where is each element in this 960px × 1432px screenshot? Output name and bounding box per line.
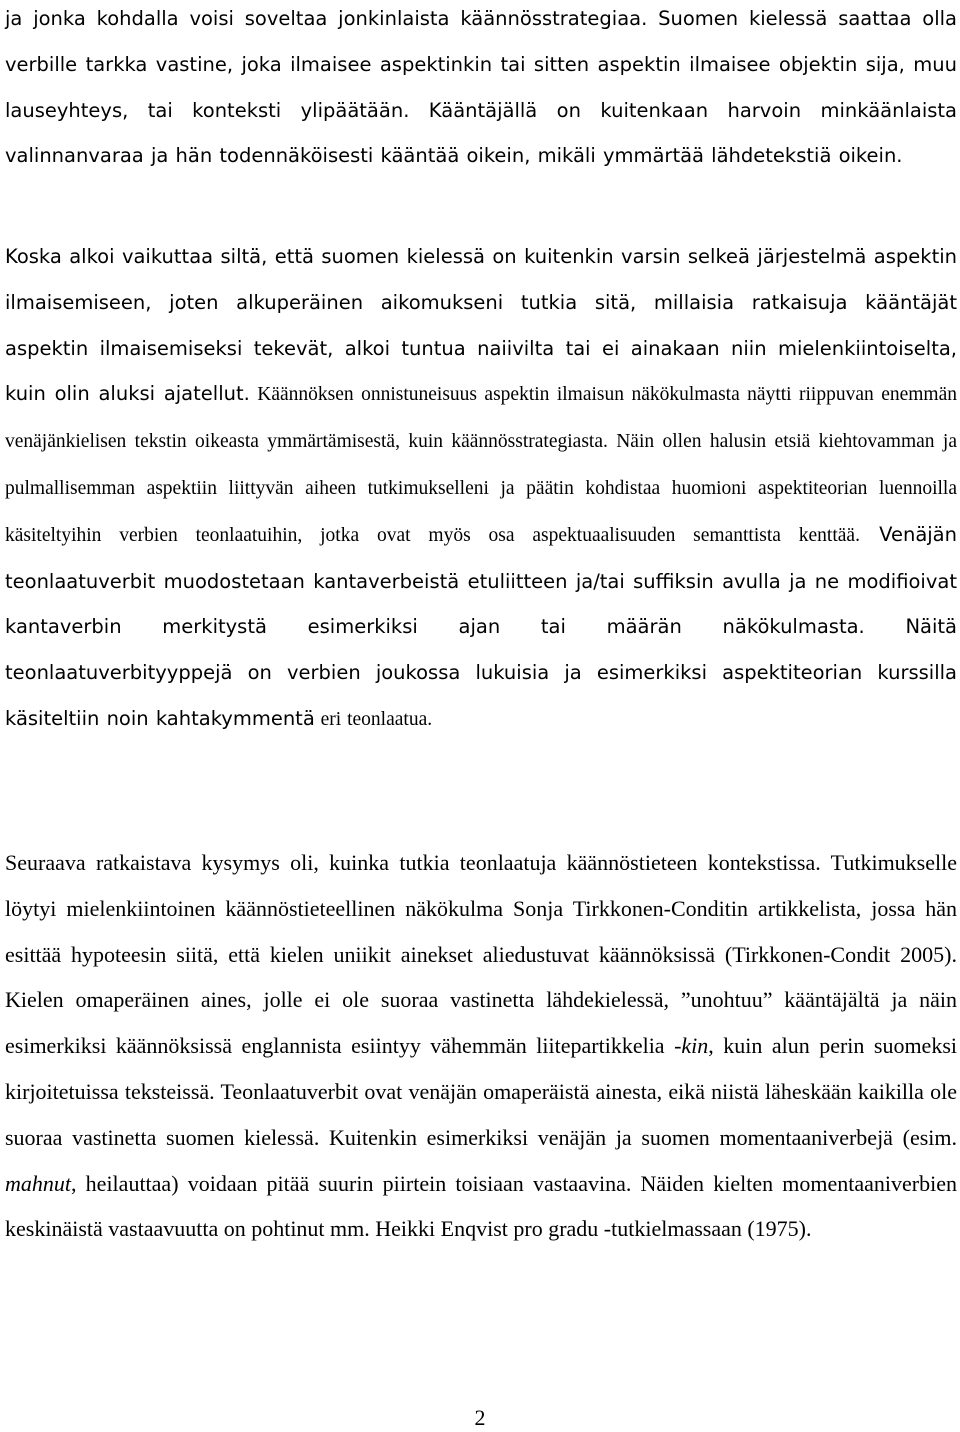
paragraph-3 [5, 840, 957, 1252]
paragraph-2-text-a: Koska alkoi vaikuttaa siltä, että suomen kielessä on kuitenkin varsin selkeä järjestelmä aspektin ilmaisemiseen, joten alkuperäinen aikomukseni tutkia sitä, millaisia ratkaisuja kääntäjät aspektin ilmaisemiseksi tekevät, alkoi tuntua naiivilta tai ei ainakaan niin mielenkiintoiselta, kuin olin aluksi ajatellut. [5, 245, 957, 406]
paragraph-3-text-a: Seuraava ratkaistava kysymys oli, kuinka tutkia teonlaatuja käännöstieteen kontekstissa. Tutkimukselle löytyi mielenkiintoinen käännöstieteellinen näkökulma Sonja Tirkkonen-Conditin artikkelista, jossa hän esittää hypoteesin siitä, että kielen uniikit ainekset aliedustuvat käännöksissä (Tirkkonen-Condit 2005). Kielen omaperäinen aines, jolle ei ole suoraa vastinetta lähdekielessä, ”unohtuu” kääntäjältä ja näin esimerkiksi käännöksissä englannista esiintyy vähemmän liitepartikkelia [5, 850, 957, 1059]
paragraph-2-text-c: Venäjän teonlaatuverbit muodostetaan kantaverbeistä etuliitteen ja/tai suffiksin avulla ja ne modifioivat kantaverbin merkitystä esimerkiksi ajan tai määrän näkökulmasta. Näitä teonlaatuverbityyppejä on verbien joukossa lukuisia ja esimerkiksi aspektiteorian kurssilla käsiteltiin noin kahtakymmentä [5, 522, 957, 730]
paragraph-1 [5, 0, 957, 179]
paragraph-3-text-b: , kuin alun perin suomeksi kirjoitetuissa teksteissä. Teonlaatuverbit ovat venäjän omaperäistä ainesta, eikä niistä läheskään kaikilla ole suoraa vastinetta suomen kielessä. Kuitenkin esimerkiksi venäjän ja suomen momentaaniverbejä (esim. [5, 1033, 957, 1150]
paragraph-2-text-d: eri teonlaatua. [314, 708, 433, 730]
paragraph-3-italic-mahnut: mahnut [5, 1170, 71, 1196]
paragraph-3-text-c: , heilauttaa) voidaan pitää suurin piirtein toisiaan vastaavina. Näiden kielten momentaaniverbien keskinäistä vastaavuutta on pohtinut mm. Heikki Enqvist pro gradu -tutkielmassaan (1975). [5, 1170, 957, 1242]
paragraph-2-text-b: Käännöksen onnistuneisuus aspektin ilmaisun näkökulmasta näytti riippuvan enemmän venäjänkielisen tekstin oikeasta ymmärtämisestä, kuin käännösstrategiasta. Näin ollen halusin etsiä kiehtovamman ja pulmallisemman aspektiin liittyvän aiheen tutkimukselleni ja päätin kohdistaa huomioni aspektiteorian luennoilla käsiteltyihin verbien teonlaatuihin, jotka ovat myös osa aspektuaalisuuden semanttista kenttää. [5, 384, 957, 546]
page-number: 2 [474, 1405, 486, 1430]
paragraph-3-italic-kin: -kin [674, 1033, 709, 1059]
paragraph-2 [5, 234, 957, 743]
paragraph-1-text: ja jonka kohdalla voisi soveltaa jonkinlaista käännösstrategiaa. Suomen kielessä saattaa olla verbille tarkka vastine, joka ilmaisee aspektinkin tai sitten aspektin ilmaisee objektin sija, muu lauseyhteys, tai konteksti ylipäätään. Kääntäjällä on kuitenkaan harvoin minkäänlaista valinnanvaraa ja hän todennäköisesti kääntää oikein, mikäli ymmärtää lähdetekstiä oikein. [5, 7, 957, 168]
